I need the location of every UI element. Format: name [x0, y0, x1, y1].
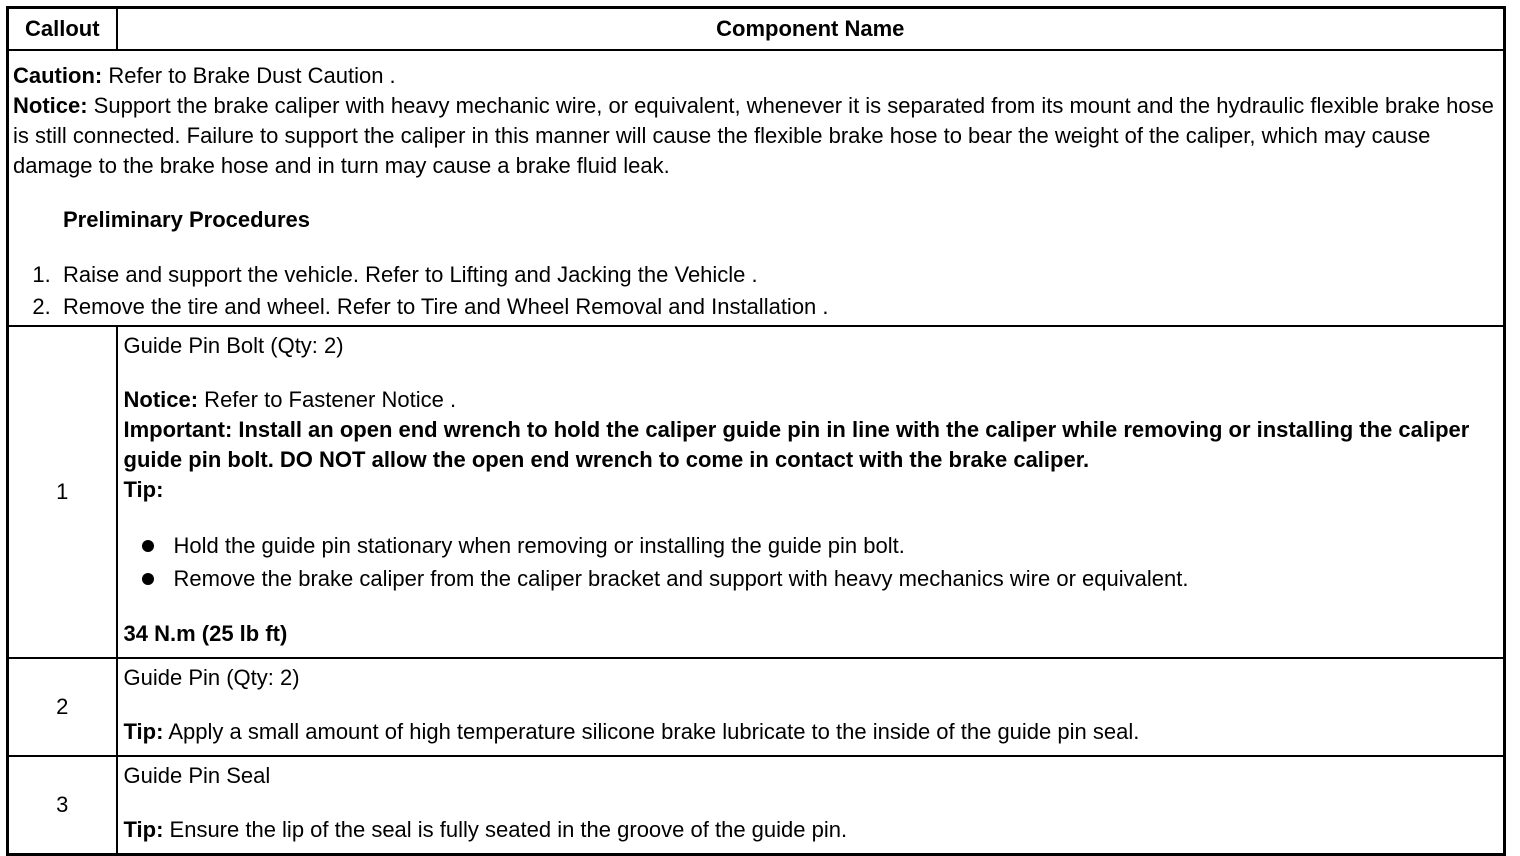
callout-number: 1	[8, 326, 117, 658]
tip-paragraph	[124, 815, 1498, 845]
caution-paragraph	[13, 61, 1499, 91]
notice-text: Refer to Fastener Notice .	[198, 387, 457, 412]
notice-label: Notice:	[13, 93, 88, 118]
preliminary-procedures-heading: Preliminary Procedures	[63, 207, 311, 232]
tip-paragraph	[124, 717, 1498, 747]
component-cell	[117, 326, 1505, 658]
tip-paragraph	[124, 475, 1498, 505]
important-paragraph	[124, 415, 1498, 475]
torque-spec: 34 N.m (25 lb ft)	[123, 621, 288, 646]
table-row	[8, 326, 1505, 658]
tip-text: Ensure the lip of the seal is fully seated in the groove of the guide pin.	[163, 817, 848, 842]
caution-label: Caution:	[13, 63, 103, 88]
component-cell	[117, 756, 1505, 855]
tip-label: Tip:	[123, 817, 164, 842]
tip-label: Tip:	[123, 477, 164, 502]
tip-text: Apply a small amount of high temperature silicone brake lubricate to the inside of the guide pin seal.	[163, 719, 1140, 744]
procedure-table	[6, 6, 1506, 856]
callout-number: 3	[8, 756, 117, 855]
notice-label: Notice:	[123, 387, 199, 412]
callout-number: 2	[8, 658, 117, 756]
intro-row	[8, 50, 1505, 326]
tip-label: Tip:	[123, 719, 164, 744]
list-item: 2. Remove the tire and wheel. Refer to Tire and Wheel Removal and Installation .	[63, 291, 1499, 323]
important-text: Important: Install an open end wrench to hold the caliper guide pin in line with the caliper while removing or installing the caliper guide pin bolt. DO NOT allow the open end wrench to come in contact with the brake caliper.	[123, 417, 1470, 472]
component-name: Guide Pin (Qty: 2)	[123, 665, 300, 690]
notice-paragraph	[124, 385, 1498, 415]
caution-text: Refer to Brake Dust Caution .	[102, 63, 396, 88]
notice-paragraph	[13, 91, 1499, 181]
component-name: Guide Pin Bolt (Qty: 2)	[123, 333, 344, 358]
table-row	[8, 756, 1505, 855]
component-name: Guide Pin Seal	[123, 763, 271, 788]
list-item: Hold the guide pin stationary when removing or installing the guide pin bolt.	[174, 529, 1498, 562]
callout-column-header: Callout	[8, 8, 117, 51]
table-row	[8, 658, 1505, 756]
tips-list	[124, 529, 1498, 595]
intro-cell	[8, 50, 1505, 326]
list-item: 1. Raise and support the vehicle. Refer to Lifting and Jacking the Vehicle .	[63, 259, 1499, 291]
table-header-row	[8, 8, 1505, 51]
component-cell	[117, 658, 1505, 756]
component-name-column-header: Component Name	[117, 8, 1505, 51]
preliminary-steps-list	[13, 259, 1499, 323]
list-item: Remove the brake caliper from the caliper bracket and support with heavy mechanics wire or equivalent.	[174, 562, 1498, 595]
notice-text: Support the brake caliper with heavy mechanic wire, or equivalent, whenever it is separated from its mount and the hydraulic flexible brake hose is still connected. Failure to support the caliper in this manner will cause the flexible brake hose to bear the weight of the caliper, which may cause damage to the brake hose and in turn may cause a brake fluid leak.	[13, 93, 1494, 178]
